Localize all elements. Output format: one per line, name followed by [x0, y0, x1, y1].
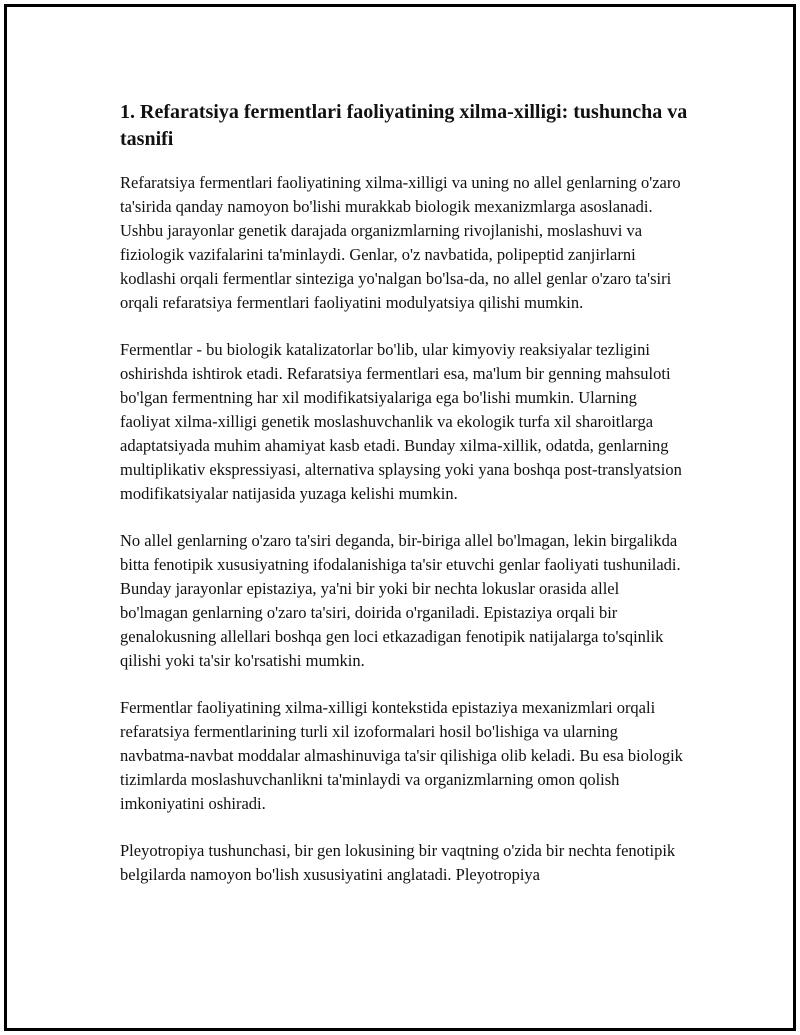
- section-heading: 1. Refaratsiya fermentlari faoliyatining xilma-xilligi: tushuncha va tasnifi: [120, 101, 688, 150]
- paragraph-3: No allel genlarning o'zaro ta'siri deganda, bir-biriga allel bo'lmagan, lekin birgalikda bitta fenotipik xususiyatning ifodalanishiga ta'sir etuvchi genlar faoliyati tushuniladi. Bunday jarayonlar epistaziya, ya'ni bir yoki bir nechta lokuslar orasida allel bo'lmagan genlarning o'zaro ta'siri, doirida o'rganiladi. Epistaziya orqali bir genalokusning allellari boshqa gen loci etkazadigan fenotipik natijalarga to'sqinlik qilishi yoki ta'sir ko'rsatishi mumkin.: [120, 531, 681, 670]
- paragraph-5: Pleyotropiya tushunchasi, bir gen lokusining bir vaqtning o'zida bir nechta fenotipik belgilarda namoyon bo'lish xususiyatini anglatadi. Pleyotropiya: [120, 841, 676, 884]
- page-frame: [4, 4, 796, 1031]
- paragraph-4: Fermentlar faoliyatining xilma-xilligi kontekstida epistaziya mexanizmlari orqali refaratsiya fermentlarining turli xil izoformalari hosil bo'lishiga va ularning navbatma-navbat moddalar almashinuviga ta'sir qilishiga olib keladi. Bu esa biologik tizimlarda moslashuvchanlikni ta'minlaydi va organizmlarning omon qolish imkoniyatini oshiradi.: [120, 698, 683, 813]
- paragraph-2: Fermentlar - bu biologik katalizatorlar bo'lib, ular kimyoviy reaksiyalar tezligini oshirishda ishtirok etadi. Refaratsiya fermentlari esa, ma'lum bir genning mahsuloti bo'lgan fermentning har xil modifikatsiyalariga ega bo'lishi mumkin. Ularning faoliyat xilma-xilligi genetik moslashuvchanlik va ekologik turfa xil sharoitlarga adaptatsiyada muhim ahamiyat kasb etadi. Bunday xilma-xillik, odatda, genlarning multiplikativ ekspressiyasi, alternativa splaysing yoki yana boshqa post-translyatsion modifikatsiyalar natijasida yuzaga kelishi mumkin.: [120, 340, 682, 503]
- document-body: [120, 99, 690, 910]
- paragraph-1: Refaratsiya fermentlari faoliyatining xilma-xilligi va uning no allel genlarning o'zaro ta'sirida qanday namoyon bo'lishi murakkab biologik mexanizmlarga asoslanadi. Ushbu jarayonlar genetik darajada organizmlarning rivojlanishi, moslashuvi va fiziologik vazifalarini ta'minlaydi. Genlar, o'z navbatida, polipeptid zanjirlarni kodlashi orqali fermentlar sinteziga yo'nalgan bo'lsa-da, no allel genlar o'zaro ta'siri orqali refaratsiya fermentlari faoliyatini modulyatsiya qilishi mumkin.: [120, 173, 681, 312]
